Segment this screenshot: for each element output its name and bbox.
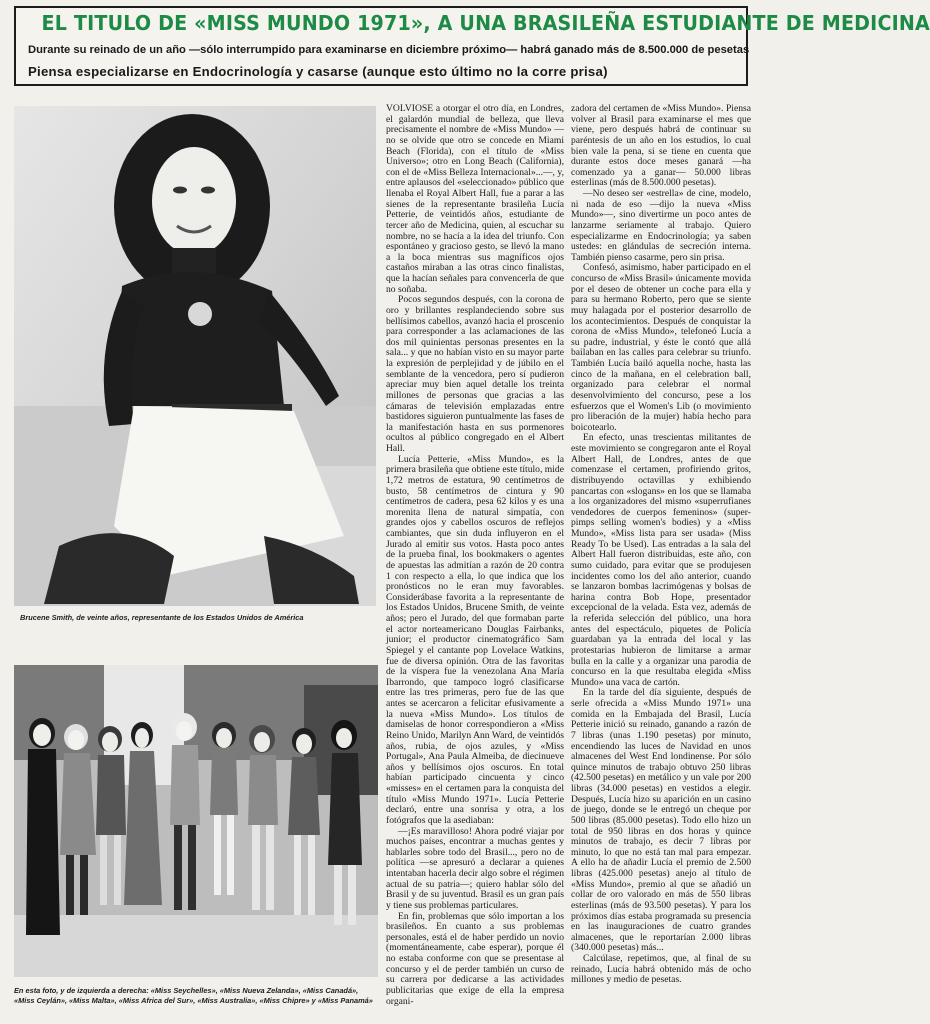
headline: EL TITULO DE «MISS MUNDO 1971», A UNA BRASILEÑA ESTUDIANTE DE MEDICINA <box>41 11 930 35</box>
article-column-1 <box>386 104 564 1007</box>
article-paragraph: —No deseo ser «estrella» de cine, modelo, ni nada de eso —dijo la nueva «Miss Mundo»—, sino divertirme un poco antes de lanzarme seriamente al trabajo. Quiero especializarme en Endocrinología; ya saben ustedes: en glándulas de secreción interna. También pienso casarme, pero sin prisa. <box>571 188 751 263</box>
article-paragraph: Confesó, asimismo, haber participado en el concurso de «Miss Brasil» únicamente movida por el deseo de obtener un coche para ella y para su hermano Roberto, pero que se siente muy halagada por el posterior desarrollo de los acontecimientos. Después de conquistar la corona de «Miss Mundo», telefoneó Lucía a su padre, industrial, y éste le contó que allá bailaban en las calles para celebrar su triunfo. También Lucía bailó aquella noche, hasta las cinco de la mañana, en el celebration ball, organizado para celebrar el normal desenvolvimiento del concurso, pese a los esfuerzos que el Women's Lib (o movimiento pro liberación de la mujer) había hecho para boicotearlo. <box>571 262 751 433</box>
article-column-2 <box>571 104 751 986</box>
article-paragraph: Lucía Petterie, «Miss Mundo», es la primera brasileña que obtiene este título, mide 1,72 metros de estatura, 90 centímetros de busto, 58 centímetros de cintura y 90 centímetros de cadera, pesa 62 kilos y es una morenita llena de natural simpatía, con grandes ojos y cabellos oscuros de reflejos cambiantes, que sin duda influyeron en el Jurado al emitir sus votos. Hasta poco antes de la prueba final, los bookmakers o agentes de apuestas las admitían a razón de 20 contra 1 con respecto a ella, lo que indica que los pronósticos no le eran muy favorables. Considerábase favorita a la representante de los Estados Unidos, Brucene Smith, de veinte años; pero el Jurado, del que formaban parte el actor norteamericano Douglas Fairbanks, junior; el productor cinematográfico Sam Spiegel y el cantante pop Lovelace Watkins, fue de diversa opinión. Otra de las favoritas de la víspera fue la venezolana Ana María Ibarrondo, que tampoco logró clasificarse entre las tres primeras, pero fue de las que antes se acercaron a felicitar efusivamente a la nueva «Miss Mundo». Los títulos de damiselas de honor correspondieron a «Miss Reino Unido, Marilyn Ann Ward, de veintidós años, rubia, de ojos azules, y «Miss Portugal», Ana Paula Almeiba, de diecinueve años y bellísimos ojos oscuros. En total habían participado cincuenta y cinco «misses» en el certamen para la conquista del título «Miss Mundo 1971». Lucía Petterie declaró, entre una sonrisa y otra, a los fotógrafos que la asediaban: <box>386 453 564 826</box>
article-paragraph: zadora del certamen de «Miss Mundo». Piensa volver al Brasil para examinarse el mes que viene, pero después habrá de continuar su paréntesis de un año en los estudios, lo cual bien vale la pena, si se tiene en cuenta que durante estos doce meses ganará —ha comenzado ya a ganar— 50.000 libras esterlinas (más de 8.500.000 pesetas). <box>571 103 751 189</box>
subheadline: Durante su reinado de un año —sólo interrumpido para examinarse en diciembre próximo— habrá ganado más de 8.500.000 de pesetas <box>28 44 750 56</box>
photo-caption-top: Brucene Smith, de veinte años, representante de los Estados Unidos de América <box>20 613 304 622</box>
article-paragraph: En fin, problemas que sólo importan a los brasileños. En cuanto a sus problemas personales, está el de haber perdido un novio (momentáneamente, cabe esperar), porque él no estaba conforme con que se presentase al concurso y el de perder también un curso de su carrera por dedicarse a las actividades publicitarias que exige de ella la empresa organi- <box>386 910 564 1007</box>
photo-caption-bottom: En esta foto, y de izquierda a derecha: «Miss Seychelles», «Miss Nueva Zelanda», «Miss Canadá», «Miss Ceylán», «Miss Malta», «Miss Africa del Sur», «Miss Australia», «Miss Chipre» y «Miss Panamá» <box>14 986 373 1005</box>
photo-brucene-smith <box>14 106 376 604</box>
portrait-illustration <box>14 106 376 604</box>
subheadline-secondary: Piensa especializarse en Endocrinología y casarse (aunque esto último no la corre prisa) <box>28 64 608 79</box>
article-paragraph: VOLVIOSE a otorgar el otro día, en Londres, el galardón mundial de belleza, que lleva precisamente el nombre de «Miss Mundo» —no se olvide que otro se concede en Miami Beach (Florida), con el título de «Miss Universo»; otro en Long Beach (California), con el de «Miss Belleza Internacional»...—, y, entre aplausos del «seleccionado» público que llenaba el Royal Albert Hall, fue a parar a las sienes de la representante brasileña Lucía Petterie, de veintidós años, estudiante de tercer año de Medicina, quien, al escuchar su nombre, no se hacía a la idea del triunfo. Con espontáneo y gracioso gesto, se llevó la mano a la boca mientras sus magníficos ojos castaños miraban a las otras cinco finalistas, que la hacían señales para convencerla de que no soñaba. <box>386 103 564 295</box>
article-paragraph: Pocos segundos después, con la corona de oro y brillantes resplandeciendo sobre sus bellísimos cabellos, avanzó hacia el proscenio para corresponder a las aclamaciones de las dos mil quinientas personas presentes en la sala... y que no habían visto en su mayor parte la expresión de perplejidad y de júbilo en el semblante de la vencedora, pero sí pudieron apreciar muy bien aquel detalle los treinta millones de personas que gracias a las cámaras de televisión emplazadas entre bastidores siguieron puntualmente las fases de la manifestación hasta en sus pormenores ocultos al público congregado en el Albert Hall. <box>386 294 564 454</box>
article-paragraph: En la tarde del día siguiente, después de serle ofrecida a «Miss Mundo 1971» una comida en la Embajada del Brasil, Lucía Petterie inició su reinado, ganando a razón de 7 libras (unas 1.190 pesetas) por minuto, encendiendo las luces de Navidad en unos almacenes del West End londinense. Por sólo quince minutos de trabajo obtuvo 250 libras (42.500 pesetas) en metálico y un vale por 200 libras (34.000 pesetas) en vestidos a elegir. Después, Lucía hizo su aparición en un casino de juego, donde se le entregó un cheque por 500 libras (85.000 pesetas). Todo ello hizo un total de 950 libras en dos horas y quince minutos de trabajo, es decir 7 libras por minuto, lo que no está tan mal para empezar. A ello ha de añadir Lucía el premio de 2.500 libras (425.000 pesetas) anejo al título de «Miss Mundo», premio al que se añadió un collar de oro valorado en más de 550 libras esterlinas (más de 93.500 pesetas). Y para los próximos días estaba programada su presencia en las inauguraciones de cuatro grandes almacenes, que le reportarían 2.000 libras (340.000 pesetas) más... <box>571 687 751 954</box>
headline-box <box>14 6 930 86</box>
article-paragraph: —¡Es maravilloso! Ahora podré viajar por muchos países, encontrar a muchas gentes y hablarles sobre todo del Brasil..., pero no de política —se apresuró a declarar a quienes intentaban hacerla decir algo sobre el régimen actual de su patria—; quiero hablar sólo del Brasil y de su juventud. Brasil es un gran país y tiene sus problemas particulares. <box>386 825 564 911</box>
article-paragraph: Calcúlase, repetimos, que, al final de su reinado, Lucía habrá obtenido más de ocho millones y medio de pesetas. <box>571 953 751 986</box>
article-paragraph: En efecto, unas trescientas militantes de este movimiento se congregaron ante el Royal Albert Hall, de Londres, antes de que comenzase el certamen, profiriendo gritos, distribuyendo octavillas y exhibiendo pancartas con «slogans» en los que se llamaba a los organizadores del mismo «superrufianes vendedores de cuerpos femeninos» (super-pimps selling women's bodies) y a «Miss Mundo», «Miss lista para ser usada» (Miss Ready To be Used). Las entradas a la sala del Albert Hall fueron distribuidas, este año, con sumo cuidado, para evitar que se produjesen incidentes como los del año anterior, cuando se lanzaron bombas lacrimógenas y bolsas de harina contra Bob Hope, presentador excepcional de la velada. Esta vez, además de la referida selección del público, una hora antes del espectáculo, piquetes de Policía guardaban ya la entrada del local y las protestarias hubieron de limitarse a armar bulla en la calle y a organizar una parodia de concurso en la que resultaba elegida «Miss Mundo» una vaca de cartón. <box>571 432 751 688</box>
group-illustration <box>14 665 378 977</box>
photo-contestants-group <box>14 665 378 977</box>
